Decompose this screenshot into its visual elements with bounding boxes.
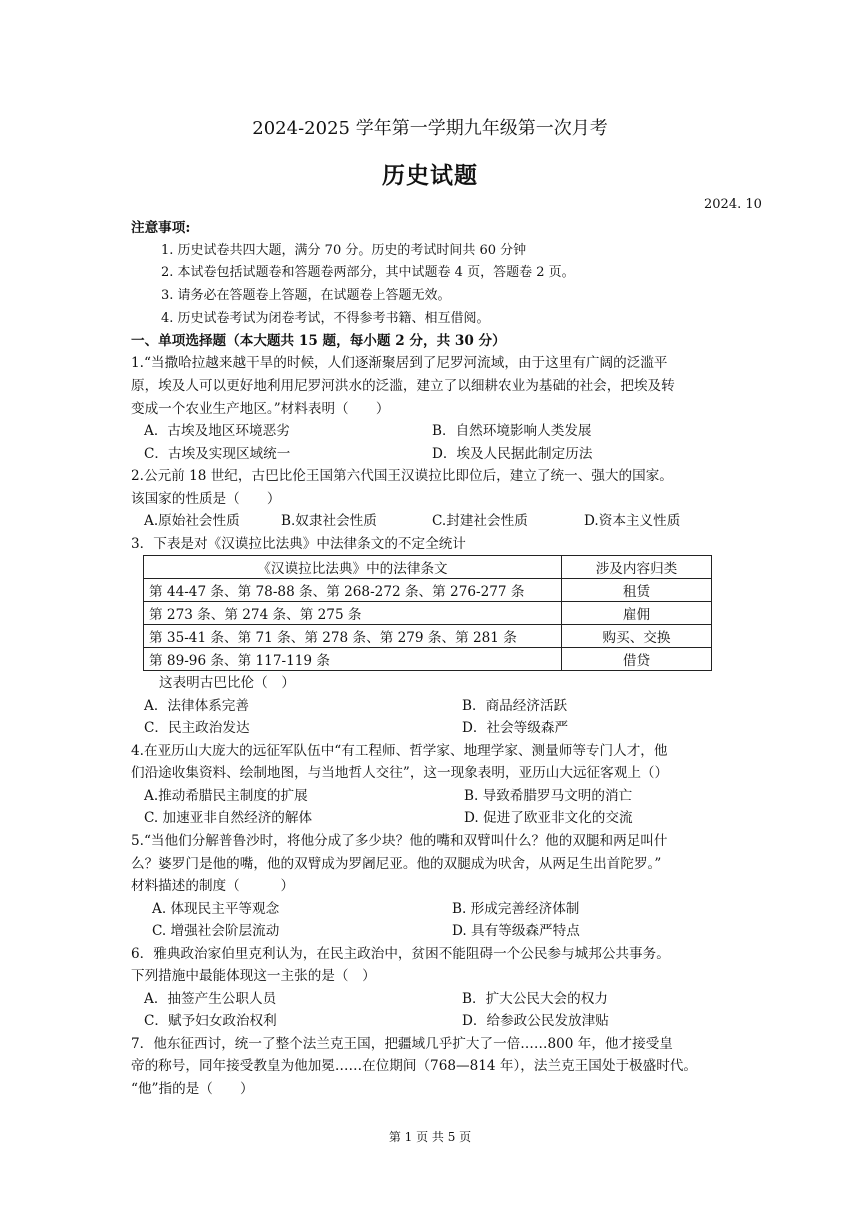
page-number: 第 1 页 共 5 页 <box>388 1130 472 1144</box>
table-header-cell: 涉及内容归类 <box>562 556 712 579</box>
question-3-option-a: A．法律体系完善 <box>144 698 249 714</box>
table-cell: 购买、交换 <box>562 625 712 648</box>
table-cell: 租赁 <box>562 579 712 602</box>
table-header-row <box>144 556 712 579</box>
table-cell: 借贷 <box>562 648 712 671</box>
question-5-option-d: D. 具有等级森严特点 <box>452 923 580 939</box>
question-5-option-c: C. 增强社会阶层流动 <box>152 923 280 939</box>
table-cell: 第 273 条、第 274 条、第 275 条 <box>144 602 562 625</box>
question-3-option-d: D．社会等级森严 <box>462 720 569 736</box>
question-1-option-b: B．自然环境影响人类发展 <box>432 423 592 439</box>
table-row <box>144 579 712 602</box>
question-3-prompt: 这表明古巴比伦（ ） <box>159 675 295 691</box>
table-cell: 雇佣 <box>562 602 712 625</box>
question-7-text: 帝的称号，同年接受教皇为他加冕……在位期间（768—814 年），法兰克王国处于极盛时代。 <box>131 1058 697 1074</box>
question-6-text: 6．雅典政治家伯里克利认为，在民主政治中，贫困不能阻碍一个公民参与城邦公共事务。 <box>131 946 670 962</box>
question-3-option-c: C．民主政治发达 <box>144 720 250 736</box>
question-5-text: 材料描述的制度（ ） <box>131 878 295 894</box>
question-6-option-c: C．赋予妇女政治权利 <box>144 1013 277 1029</box>
question-4-option-a: A.推动希腊民主制度的扩展 <box>144 788 308 804</box>
table-header-cell: 《汉谟拉比法典》中的法律条文 <box>144 556 562 579</box>
question-2-text: 2.公元前 18 世纪，古巴比伦王国第六代国王汉谟拉比即位后，建立了统一、强大的国家。 <box>131 468 673 484</box>
question-4-option-b: B. 导致希腊罗马文明的消亡 <box>464 788 633 804</box>
question-5-option-b: B. 形成完善经济体制 <box>452 901 580 917</box>
notice-heading: 注意事项: <box>131 220 191 236</box>
question-4-option-c: C. 加速亚非自然经济的解体 <box>144 810 313 826</box>
table-row <box>144 625 712 648</box>
question-3-text: 3．下表是对《汉谟拉比法典》中法律条文的不定全统计 <box>131 536 466 552</box>
question-2-option-c: C.封建社会性质 <box>432 513 528 529</box>
question-6-text: 下列措施中最能体现这一主张的是（ ） <box>131 968 376 984</box>
table-row <box>144 602 712 625</box>
notice-item: 3. 请务必在答题卷上答题，在试题卷上答题无效。 <box>161 288 451 303</box>
notice-item: 4. 历史试卷考试为闭卷考试，不得参考书籍、相互借阅。 <box>161 311 490 326</box>
question-1-text: 原，埃及人可以更好地利用尼罗河洪水的泛滥，建立了以细耕农业为基础的社会，把埃及转 <box>131 378 675 394</box>
question-5-text: 么？婆罗门是他的嘴，他的双臂成为罗阇尼亚。他的双腿成为吠舍，从两足生出首陀罗。” <box>131 856 662 872</box>
question-2-option-d: D.资本主义性质 <box>584 513 681 529</box>
law-statistics-table <box>143 555 712 671</box>
question-6-option-b: B．扩大公民大会的权力 <box>462 991 608 1007</box>
question-4-text: 们沿途收集资料、绘制地图，与当地哲人交往”，这一现象表明，亚历山大远征客观上（） <box>131 765 669 781</box>
question-1-text: 变成一个农业生产地区。”材料表明（ ） <box>131 401 390 417</box>
question-1-option-a: A．古埃及地区环境恶劣 <box>144 423 290 439</box>
question-1-text: 1.“当撒哈拉越来越干旱的时候，人们逐渐聚居到了尼罗河流域，由于这里有广阔的泛滥平 <box>131 355 668 371</box>
question-4-text: 4.在亚历山大庞大的远征军队伍中“有工程师、哲学家、地理学家、测量师等专门人才，他 <box>131 743 668 759</box>
question-1-option-c: C．古埃及实现区域统一 <box>144 446 291 462</box>
question-5-option-a: A. 体现民主平等观念 <box>152 901 280 917</box>
table-row <box>144 648 712 671</box>
question-6-option-d: D．给参政公民发放津贴 <box>462 1013 609 1029</box>
exam-title: 2024-2025 学年第一学期九年级第一次月考 <box>252 118 608 139</box>
subject-title: 历史试题 <box>382 162 478 189</box>
question-3-option-b: B．商品经济活跃 <box>462 698 568 714</box>
question-6-option-a: A．抽签产生公职人员 <box>144 991 277 1007</box>
table-cell: 第 44-47 条、第 78-88 条、第 268-272 条、第 276-277 条 <box>144 579 562 602</box>
question-1-option-d: D．埃及人民据此制定历法 <box>432 446 593 462</box>
question-7-text: 7．他东征西讨，统一了整个法兰克王国，把疆域几乎扩大了一倍……800 年，他才接受皇 <box>131 1036 673 1052</box>
notice-item: 2. 本试卷包括试题卷和答题卷两部分，其中试题卷 4 页，答题卷 2 页。 <box>161 265 575 280</box>
section-heading: 一、单项选择题（本大题共 15 题，每小题 2 分，共 30 分） <box>131 333 506 349</box>
table-cell: 第 89-96 条、第 117-119 条 <box>144 648 562 671</box>
question-4-option-d: D. 促进了欧亚非文化的交流 <box>464 810 633 826</box>
question-7-text: “他”指的是（ ） <box>131 1081 254 1097</box>
notice-item: 1. 历史试卷共四大题，满分 70 分。历史的考试时间共 60 分钟 <box>161 243 527 258</box>
question-2-text: 该国家的性质是（ ） <box>131 491 281 507</box>
question-2-option-b: B.奴隶社会性质 <box>281 513 377 529</box>
table-cell: 第 35-41 条、第 71 条、第 278 条、第 279 条、第 281 条 <box>144 625 562 648</box>
question-5-text: 5.“当他们分解普鲁沙时，将他分成了多少块？他的嘴和双臂叫什么？他的双腿和两足叫什 <box>131 833 668 849</box>
question-2-option-a: A.原始社会性质 <box>144 513 240 529</box>
exam-date: 2024. 10 <box>704 197 762 212</box>
